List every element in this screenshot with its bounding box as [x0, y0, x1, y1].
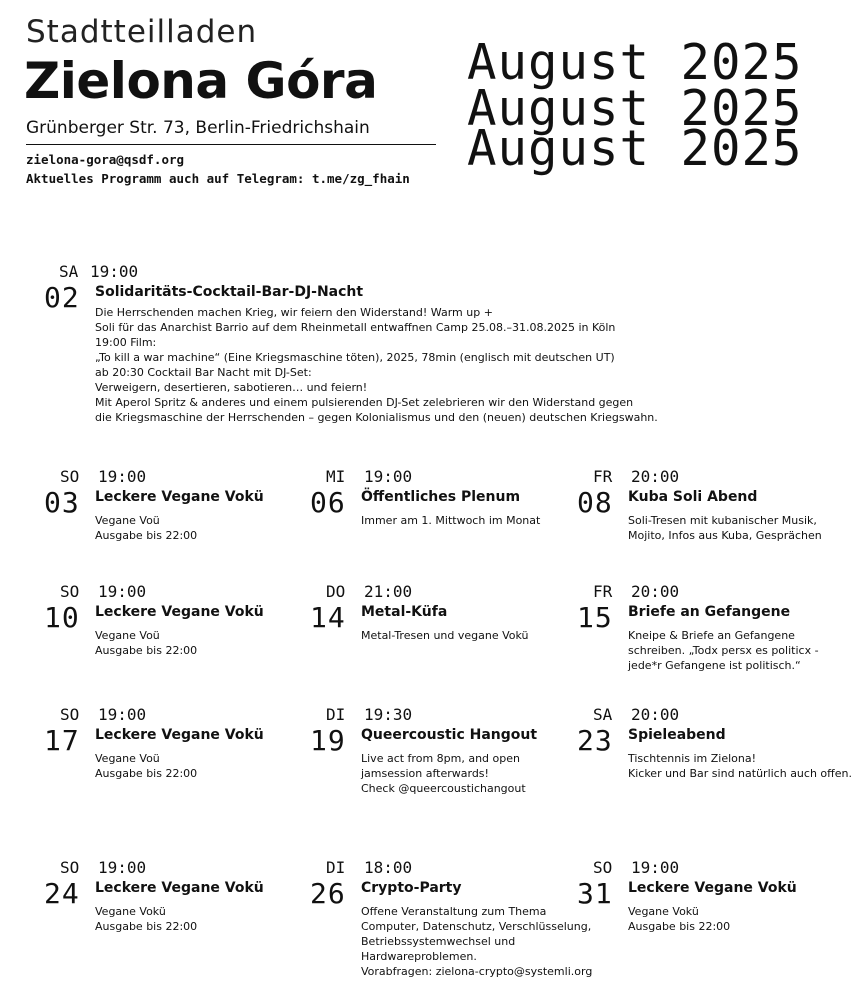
event-description-line: Soli-Tresen mit kubanischer Musik,: [628, 514, 817, 527]
event-time: 19:30: [364, 705, 413, 724]
event-title: Leckere Vegane Vokü: [95, 880, 264, 896]
event-weekday: DI: [326, 858, 346, 877]
event-weekday: SO: [60, 582, 80, 601]
event-time: 21:00: [364, 582, 413, 601]
event-description-line: Kicker und Bar sind natürlich auch offen.: [628, 767, 852, 780]
event-description-line: Vegane Vokü: [95, 905, 166, 918]
event-title: Briefe an Gefangene: [628, 604, 791, 620]
event-description-line: Ausgabe bis 22:00: [95, 529, 198, 542]
event-day: 23: [577, 724, 613, 757]
event-description-line: Immer am 1. Mittwoch im Monat: [361, 514, 541, 527]
event-title: Metal-Küfa: [361, 604, 448, 620]
event-weekday: SO: [60, 467, 80, 486]
event-title: Spieleabend: [628, 727, 726, 743]
venue-title: Zielona Góra: [24, 52, 378, 110]
event-title: Leckere Vegane Vokü: [95, 489, 264, 505]
event-description: [95, 513, 197, 543]
event-weekday: SO: [593, 858, 613, 877]
month-heading-line: August 2025: [467, 34, 803, 91]
event-description: Die Herrschenden machen Krieg, wir feiern den Widerstand! Warm up + Soli für das Anarchist Barrio auf dem Rheinmetall entwaffnen Camp 25.08.–31.08.2025 in Köln 19:00 Film: „To kill a war machine“ (Eine Kriegsmaschine töten), 2025, 78min (englisch mit deutschen UT) ab 20:30 Cocktail Bar Nacht mit DJ-Set: Verweigern, desertieren, sabotieren… und feiern! Mit Aperol Spritz & anderes und einem pulsierenden DJ-Set zelebrieren wir den Widerstand gegen die Kriegsmaschine der Herrschenden – gegen Kolonialismus und den (neuen) deutschen Kriegswahn.: [95, 306, 658, 424]
event-title: Kuba Soli Abend: [628, 489, 758, 505]
event-description-line: Live act from 8pm, and open: [361, 752, 520, 765]
event-weekday: DO: [326, 582, 346, 601]
event-description-line: Vorabfragen: zielona-crypto@systemli.org: [361, 965, 593, 978]
event-time: 20:00: [631, 467, 680, 486]
event-day: 06: [310, 486, 346, 519]
event-weekday: SO: [60, 705, 80, 724]
telegram-note: Aktuelles Programm auch auf Telegram: t.me/zg_fhain: [26, 171, 410, 186]
event-day: 19: [310, 724, 346, 757]
event-day: 03: [44, 486, 80, 519]
event-description: [95, 751, 197, 781]
event-title: Leckere Vegane Vokü: [95, 604, 264, 620]
event-description-line: schreiben. „Todx persx es politicx -: [628, 644, 819, 657]
event-description: [361, 751, 526, 796]
event-day: 10: [44, 601, 80, 634]
event-description-line: Ausgabe bis 22:00: [628, 920, 731, 933]
event-description: [361, 904, 592, 979]
event-title: Queercoustic Hangout: [361, 727, 538, 743]
event-time: 19:00: [90, 262, 139, 281]
event-weekday: FR: [593, 582, 613, 601]
event-description: [95, 628, 197, 658]
event-title: Solidaritäts-Cocktail-Bar-DJ-Nacht: [95, 284, 364, 300]
venue-subtitle: Stadtteilladen: [26, 14, 258, 50]
contact-email: zielona-gora@qsdf.org: [26, 152, 185, 167]
event-description-line: Vegane Voü: [95, 752, 160, 765]
event-day: 08: [577, 486, 613, 519]
event-description-line: jede*r Gefangene ist politisch.“: [628, 659, 801, 672]
event-description: [361, 628, 529, 643]
month-heading-echo: August 2025: [467, 80, 803, 137]
event-weekday: MI: [326, 467, 346, 486]
event-description-line: Kneipe & Briefe an Gefangene: [628, 629, 795, 642]
event-weekday: FR: [593, 467, 613, 486]
event-description-line: Mojito, Infos aus Kuba, Gesprächen: [628, 529, 822, 542]
event-description-line: Vegane Voü: [95, 629, 160, 642]
event-title: Leckere Vegane Vokü: [628, 880, 797, 896]
event-day: 02: [44, 281, 80, 314]
event-description-line: Computer, Datenschutz, Verschlüsselung,: [361, 920, 592, 933]
event-description-line: Offene Veranstaltung zum Thema: [361, 905, 547, 918]
event-weekday: SA: [593, 705, 613, 724]
event-time: 19:00: [98, 582, 147, 601]
event-description-line: jamsession afterwards!: [361, 767, 489, 780]
event-description: [95, 904, 197, 934]
event-time: 20:00: [631, 705, 680, 724]
event-description: [628, 628, 819, 673]
event-time: 19:00: [631, 858, 680, 877]
month-heading: [467, 34, 867, 177]
event-description: [361, 513, 540, 528]
venue-address: Grünberger Str. 73, Berlin-Friedrichshain: [26, 118, 370, 138]
event-description: [628, 513, 822, 543]
event-day: 15: [577, 601, 613, 634]
event-time: 18:00: [364, 858, 413, 877]
event-description-line: Ausgabe bis 22:00: [95, 767, 198, 780]
event-weekday: SA: [59, 262, 79, 281]
event-description: [628, 904, 730, 934]
event-day: 31: [577, 877, 613, 910]
event-time: 19:00: [98, 467, 147, 486]
event-day: 26: [310, 877, 346, 910]
event-description-line: Check @queercoustichangout: [361, 782, 526, 795]
event-title: Leckere Vegane Vokü: [95, 727, 264, 743]
event-day: 17: [44, 724, 80, 757]
event-day: 24: [44, 877, 80, 910]
event-description-line: Tischtennis im Zielona!: [628, 752, 757, 765]
event-description-line: Ausgabe bis 22:00: [95, 920, 198, 933]
event-description-line: Vegane Voü: [95, 514, 160, 527]
event-weekday: DI: [326, 705, 346, 724]
event-description: [628, 751, 852, 781]
header-divider: [26, 144, 436, 145]
event-description-line: Betriebssystemwechsel und: [361, 935, 516, 948]
event-description-line: Vegane Vokü: [628, 905, 699, 918]
event-description-line: Metal-Tresen und vegane Vokü: [361, 629, 529, 642]
event-weekday: SO: [60, 858, 80, 877]
event-time: 19:00: [98, 858, 147, 877]
month-heading-echo: August 2025: [467, 120, 803, 177]
event-description-line: Ausgabe bis 22:00: [95, 644, 198, 657]
event-time: 19:00: [364, 467, 413, 486]
event-description-line: Hardwareproblemen.: [361, 950, 477, 963]
event-time: 20:00: [631, 582, 680, 601]
event-title: Öffentliches Plenum: [361, 489, 521, 505]
event-time: 19:00: [98, 705, 147, 724]
event-day: 14: [310, 601, 346, 634]
event-title: Crypto-Party: [361, 880, 462, 896]
